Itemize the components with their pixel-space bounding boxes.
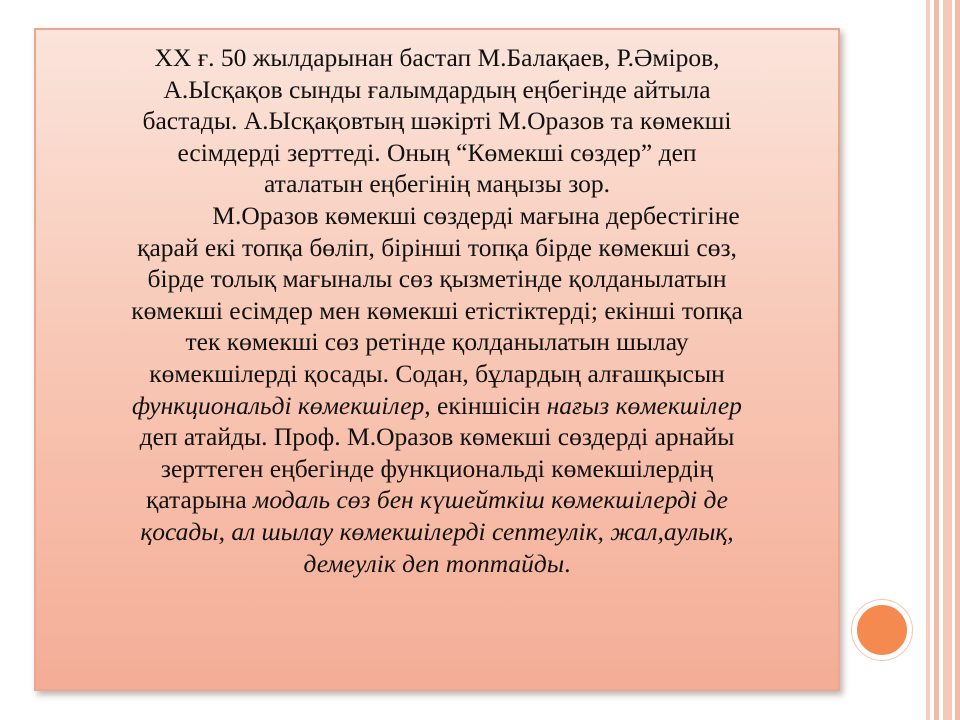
stripe <box>943 0 952 720</box>
italic-term: нағыз көмекшілер <box>546 390 742 420</box>
text-line: көмекші есімдер мен көмекші етістіктерді; екінші топқа <box>131 295 743 325</box>
text-line: тек көмекші сөз ретінде қолданылатын шылау <box>185 327 689 357</box>
text-line: бастады. А.Ысқақовтың шәкірті М.Оразов та көмекші <box>142 106 732 136</box>
text-line: аталатын еңбегінің маңызы зор. <box>264 169 610 199</box>
italic-text: модаль сөз бен күшейткіш көмекшілерді де <box>253 485 728 515</box>
stripe <box>926 0 930 720</box>
text-fragment: қатарына <box>146 485 254 515</box>
italic-term: функциональді көмекшілер <box>132 390 425 420</box>
stripe <box>934 0 939 720</box>
text-line: М.Оразов көмекші сөздерді мағына дербестігіне <box>212 200 740 230</box>
text-line: қарай екі топқа бөліп, бірінші топқа бірде көмекші сөз, <box>137 232 737 262</box>
text-fragment: , екіншісін <box>424 390 547 420</box>
paragraph-2 <box>46 200 828 579</box>
stripe <box>955 0 960 720</box>
text-line: көмекшілерді қосады. Содан, бұлардың алғашқысын <box>149 358 725 388</box>
text-line: деп атайды. Проф. М.Оразов көмекші сөздерді арнайы <box>139 422 735 452</box>
paragraph-1 <box>46 42 828 200</box>
text-line: есімдерді зерттеді. Оның “Көмекші сөздер” деп <box>177 137 697 167</box>
slide-body-text <box>46 42 828 579</box>
text-fragment: . <box>564 548 571 578</box>
decorative-orange-circle <box>852 600 912 660</box>
decorative-stripes <box>926 0 960 720</box>
text-line: XX ғ. 50 жылдарынан бастап М.Балақаев, Р.Әміров, <box>154 43 720 72</box>
text-line: А.Ысқақов сынды ғалымдардың еңбегінде айтыла <box>163 74 711 104</box>
italic-text: демеулік деп топтайды <box>303 548 565 578</box>
text-line: бірде толық мағыналы сөз қызметінде қолданылатын <box>147 264 727 294</box>
slide-text-box <box>34 28 840 691</box>
text-line: зерттеген еңбегінде функциональді көмекшілердің <box>160 453 714 483</box>
italic-text: қосады, ал шылау көмекшілерді септеулік, жал,аулық, <box>140 516 734 546</box>
